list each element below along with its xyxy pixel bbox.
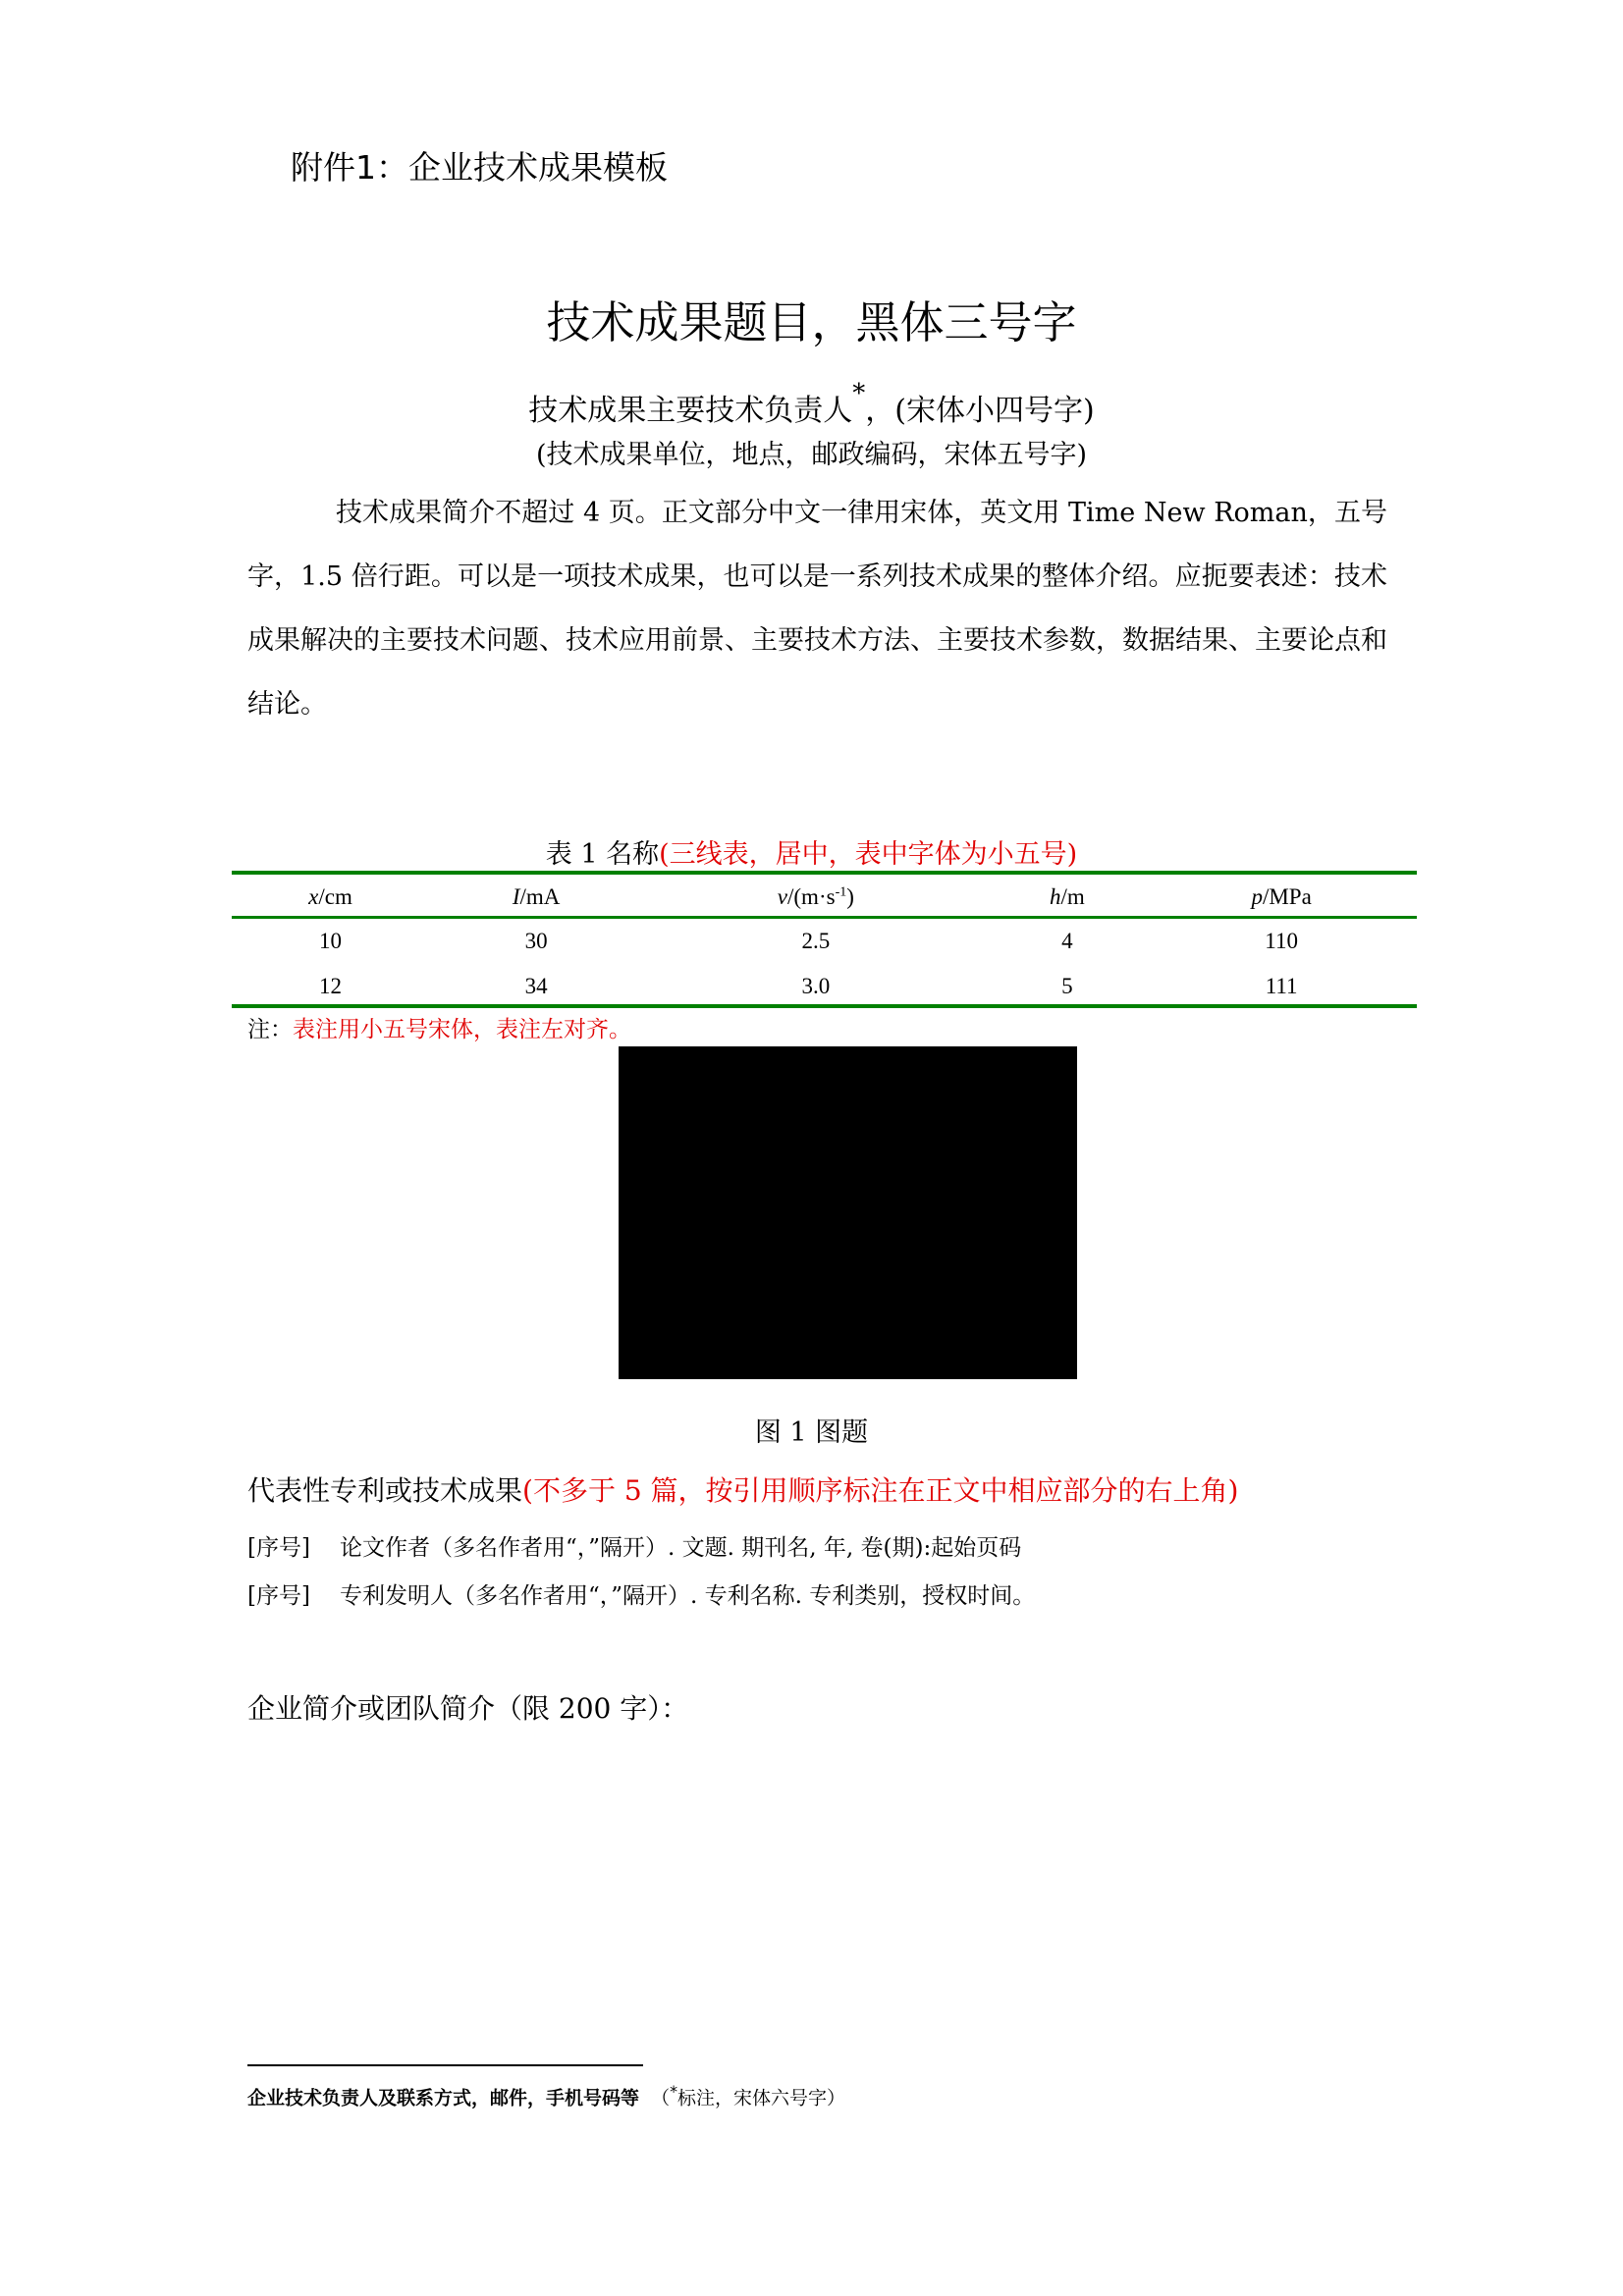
patents-heading bbox=[247, 1469, 1238, 1509]
patents-heading-note: (不多于 5 篇，按引用顺序标注在正文中相应部分的右上角) bbox=[522, 1474, 1239, 1507]
footnote-note: 标注，宋体六号字） bbox=[677, 2087, 846, 2109]
header-x: x/cm bbox=[308, 884, 352, 909]
table-note bbox=[247, 1011, 631, 1043]
table-cell: 110 bbox=[1265, 929, 1298, 953]
author-line bbox=[0, 379, 1623, 429]
reference-text: 专利发明人（多名作者用“，”隔开）. 专利名称. 专利类别，授权时间。 bbox=[340, 1583, 1036, 1609]
data-table bbox=[232, 877, 1417, 1008]
footnote-mark: * bbox=[670, 2082, 678, 2101]
footnote bbox=[247, 2082, 845, 2109]
document-title: 技术成果题目，黑体三号字 bbox=[546, 296, 1077, 348]
table-caption bbox=[0, 832, 1623, 871]
reference-item bbox=[247, 1577, 1035, 1610]
header-p: p/MPa bbox=[1251, 884, 1312, 909]
figure-image bbox=[619, 1046, 1077, 1379]
header-i: I/mA bbox=[512, 884, 561, 909]
affiliation: (技术成果单位，地点，邮政编码，宋体五号字) bbox=[535, 440, 1088, 470]
attachment-heading: 附件1：企业技术成果模板 bbox=[291, 148, 668, 187]
table-cell: 5 bbox=[1061, 974, 1073, 998]
table-header-row bbox=[232, 877, 1417, 918]
table-cell: 3.0 bbox=[801, 974, 831, 998]
reference-index: [序号] bbox=[247, 1535, 310, 1561]
table-cell: 2.5 bbox=[801, 929, 831, 953]
reference-index: [序号] bbox=[247, 1583, 310, 1609]
table-cell: 34 bbox=[524, 974, 548, 998]
footnote-paren: （ bbox=[651, 2087, 671, 2109]
table-note-text: 表注用小五号宋体，表注左对齐。 bbox=[293, 1017, 631, 1042]
table-row bbox=[232, 965, 1417, 1008]
table-row bbox=[232, 918, 1417, 965]
abstract-paragraph: 技术成果简介不超过 4 页。正文部分中文一律用宋体，英文用 Time New Roman，五号字，1.5 倍行距。可以是一项技术成果，也可以是一系列技术成果的整体介绍。应扼要表述：技术成果解决的主要技术问题、技术应用前景、主要技术方法、主要技术参数，数据结果、主要论点和结论。 bbox=[247, 498, 1387, 720]
table-cell: 30 bbox=[524, 929, 548, 953]
header-h: h/m bbox=[1049, 884, 1085, 909]
reference-item bbox=[247, 1529, 1021, 1562]
figure-caption: 图 1 图题 bbox=[754, 1417, 869, 1448]
reference-text: 论文作者（多名作者用“，”隔开）. 文题. 期刊名, 年, 卷(期):起始页码 bbox=[340, 1535, 1022, 1561]
table-top-rule bbox=[232, 871, 1417, 875]
header-v: $v/(m\cdot s^{-1})$ bbox=[777, 884, 854, 909]
author-name: 技术成果主要技术负责人 bbox=[528, 394, 853, 428]
table-caption-title: 表 1 名称 bbox=[545, 839, 660, 870]
footnote-contact: 企业技术负责人及联系方式，邮件，手机号码等 bbox=[247, 2087, 640, 2109]
patents-heading-title: 代表性专利或技术成果 bbox=[247, 1474, 523, 1507]
table-cell: 4 bbox=[1061, 929, 1073, 953]
footnote-separator bbox=[247, 2064, 643, 2066]
table-cell: 12 bbox=[319, 974, 342, 998]
company-intro-heading: 企业简介或团队简介（限 200 字）： bbox=[247, 1692, 689, 1725]
table-cell: 10 bbox=[319, 929, 342, 953]
table-caption-note: (三线表，居中，表中字体为小五号) bbox=[659, 839, 1078, 870]
author-font-note: ，(宋体小四号字) bbox=[865, 394, 1095, 428]
table-cell: 111 bbox=[1265, 974, 1298, 998]
author-footnote-mark: * bbox=[852, 379, 866, 408]
table-note-label: 注： bbox=[247, 1017, 293, 1042]
